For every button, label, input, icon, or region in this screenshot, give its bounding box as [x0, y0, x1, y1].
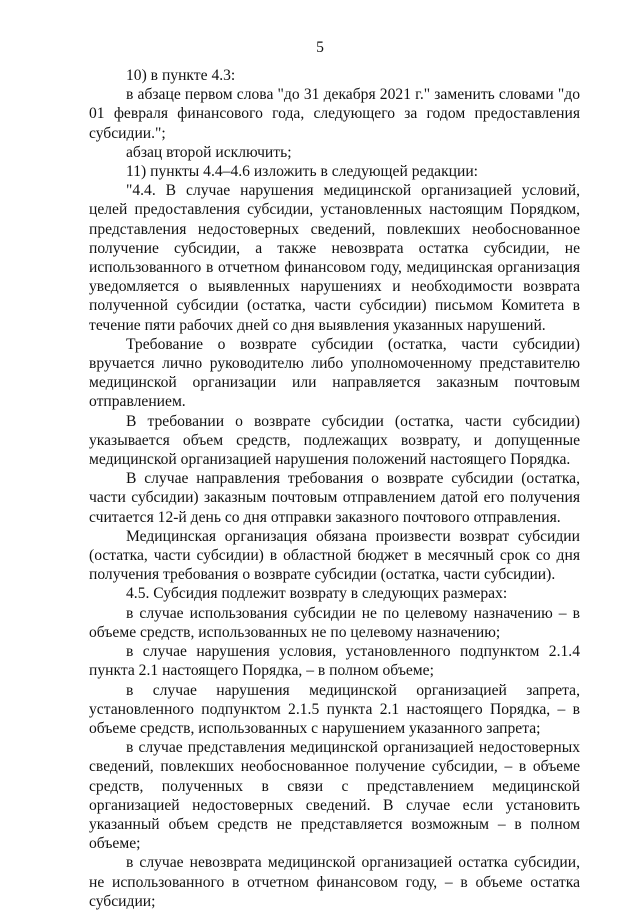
page-number: 5 — [316, 39, 324, 56]
paragraph: "4.4. В случае нарушения медицинской организацией условий, целей предоставления субсидии, установленных настоящим Порядком, представления недостоверных сведений, повлекших необоснованное получение субсидии, а также невозврата остатка субсидии, не использованного в отчетном финансовом году, медицинская организация уведомляется о выявленных нарушениях и необходимости возврата полученной субсидии (остатка, части субсидии) письмом Комитета в течение пяти рабочих дней со дня выявления указанных нарушений. — [89, 182, 580, 334]
paragraph: В случае направления требования о возврате субсидии (остатка, части субсидии) заказным почтовым отправлением датой его получения считается 12-й день со дня отправки заказного почтового отправления. — [89, 470, 580, 526]
paragraph: в случае представления медицинской организацией недостоверных сведений, повлекших необоснованное получение субсидии, – в объеме средств, полученных в связи с представлением медицинской организацией недостоверных сведений. В случае если установить указанный объем средств не представляется возможным – в полном объеме; — [89, 739, 580, 853]
document-body — [89, 66, 580, 911]
paragraph: в случае нарушения медицинской организацией запрета, установленного подпунктом 2.1.5 пункта 2.1 настоящего Порядка, – в объеме средств, использованных с нарушением указанного запрета; — [89, 681, 580, 737]
paragraph: в абзаце первом слова "до 31 декабря 2021 г." заменить словами "до 01 февраля финансового года, следующего за годом предоставления субсидии."; — [89, 86, 580, 142]
paragraph: в случае нарушения условия, установленного подпунктом 2.1.4 пункта 2.1 настоящего Порядка, – в полном объеме; — [89, 643, 580, 680]
paragraph: В требовании о возврате субсидии (остатка, части субсидии) указывается объем средств, подлежащих возврату, и допущенные медицинской организацией нарушения положений настоящего Порядка. — [89, 412, 580, 469]
paragraph: 11) пункты 4.4–4.6 изложить в следующей редакции: — [126, 163, 479, 181]
paragraph: 10) в пункте 4.3: — [126, 67, 236, 84]
paragraph: Медицинская организация обязана произвести возврат субсидии (остатка, части субсидии) в областной бюджет в месячный срок со дня получения требования о возврате субсидии (остатка, части субсидии). — [89, 527, 580, 584]
paragraph: 4.5. Субсидия подлежит возврату в следующих размерах: — [126, 585, 508, 603]
paragraph: в случае использования субсидии не по целевому назначению – в объеме средств, использованных не по целевому назначению; — [89, 604, 580, 641]
paragraph: в случае невозврата медицинской организацией остатка субсидии, не использованного в отчетном финансовом году, – в объеме остатка субсидии; — [89, 854, 580, 910]
paragraph: Требование о возврате субсидии (остатка, части субсидии) вручается лично руководителю либо уполномоченному представителю медицинской организации или направляется заказным почтовым отправлением. — [89, 335, 580, 411]
paragraph: абзац второй исключить; — [126, 143, 292, 161]
